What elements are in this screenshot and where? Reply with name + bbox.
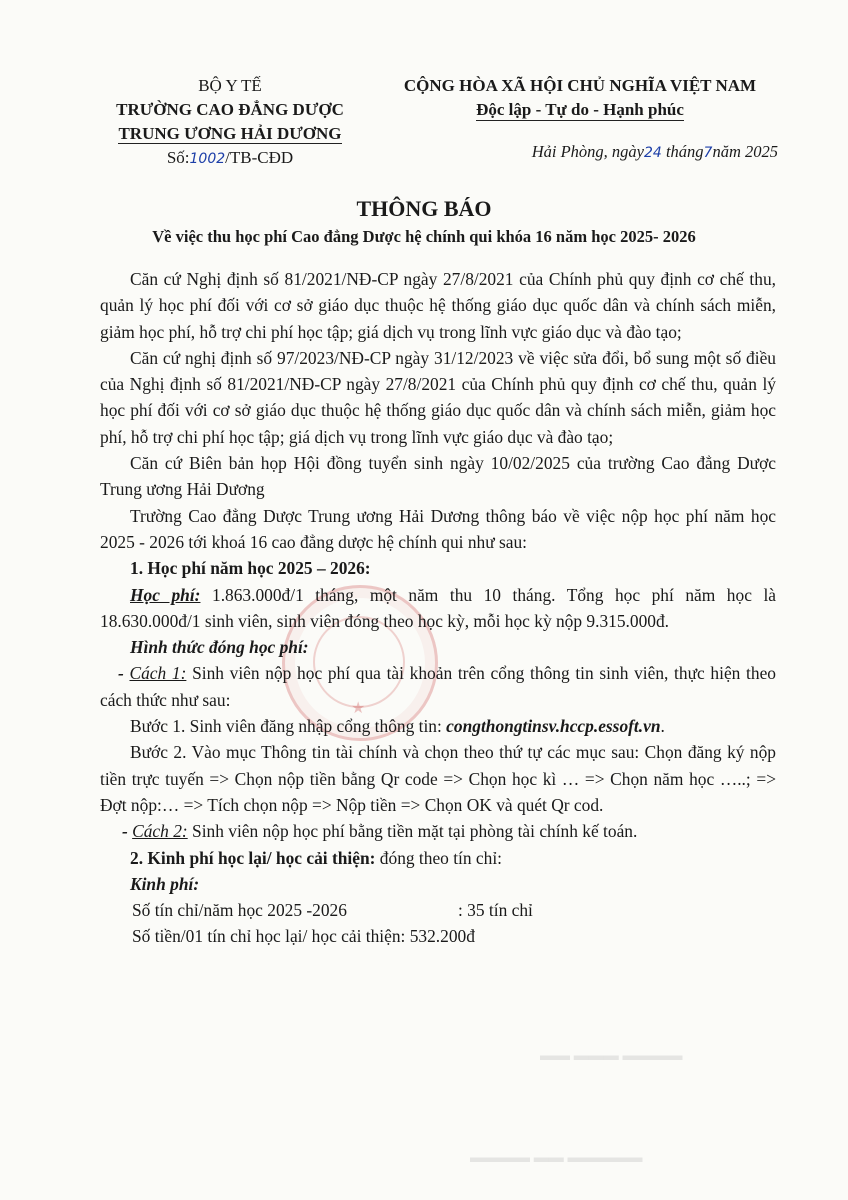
legal-basis-3: Căn cứ Biên bản họp Hội đồng tuyển sinh ngày 10/02/2025 của trường Cao đẳng Dược Trung ương Hải Dương [100,453,776,500]
school-name-line2: TRUNG ƯƠNG HẢI DƯƠNG [118,124,342,143]
issue-date: Hải Phòng, ngày24 tháng7năm 2025 [531,142,778,161]
legal-basis-2: Căn cứ nghị định số 97/2023/NĐ-CP ngày 31/12/2023 về việc sửa đổi, bổ sung một số điều của Nghị định số 81/2021/NĐ-CP ngày 27/8/2021 của Chính phủ quy định cơ chế thu, quản lý học phí đối với cơ sở giáo dục thuộc hệ thống giáo dục quốc dân và chính sách miễn, giảm học phí, hỗ trợ chi phí học tập; giá dịch vụ trong lĩnh vực giáo dục và đào tạo; [100,347,776,447]
announcement-intro: Trường Cao đẳng Dược Trung ương Hải Dương thông báo về việc nộp học phí năm học 2025 - 2026 tới khoá 16 cao đẳng dược hệ chính qui như sau: [100,505,776,552]
student-portal-url: congthongtinsv.hccp.essoft.vn [446,716,661,737]
legal-basis-1: Căn cứ Nghị định số 81/2021/NĐ-CP ngày 27/8/2021 của Chính phủ quy định cơ chế thu, quản lý học phí đối với cơ sở giáo dục thuộc hệ thống giáo dục quốc dân và chính sách miễn, giảm học phí, hỗ trợ chi phí học tập; giá dịch vụ trong lĩnh vực giáo dục và đào tạo; [100,269,776,342]
national-motto: Độc lập - Tự do - Hạnh phúc [476,100,684,119]
handwritten-number: 1002 [189,151,226,167]
bleed-through-mark: ▬▬▬▬ ▬▬ ▬▬▬▬▬ [470,1150,643,1166]
document-title: THÔNG BÁO [356,196,492,221]
payment-method-heading: Hình thức đóng học phí: [130,637,309,658]
school-name-line1: TRƯỜNG CAO ĐẲNG DƯỢC [116,100,344,119]
document-body [100,266,776,950]
nation-name: CỘNG HÒA XÃ HỘI CHỦ NGHĨA VIỆT NAM [403,76,757,95]
document-number: Số:1002/TB-CĐD [166,148,294,167]
document-subtitle: Về việc thu học phí Cao đẳng Dược hệ chính qui khóa 16 năm học 2025- 2026 [152,227,696,246]
star-icon: ★ [351,700,366,717]
handwritten-month: 7 [703,145,713,161]
credits-row: Số tín chỉ/năm học 2025 -2026 : 35 tín chỉ [132,900,533,921]
handwritten-day: 24 [643,145,662,161]
step-1: Bước 1. Sinh viên đăng nhập cổng thông tin: congthongtinsv.hccp.essoft.vn. [130,716,665,737]
step-2: Bước 2. Vào mục Thông tin tài chính và chọn theo thứ tự các mục sau: Chọn đăng ký nộp tiền trực tuyến => Chọn nộp tiền bằng Qr code => Chọn học kì … => Chọn năm học …..; => Đợt nộp:… => Tích chọn nộp => Nộp tiền => Chọn OK và quét Qr cod. [100,742,776,815]
tuition-fee: Học phí: 1.863.000đ/1 tháng, một năm thu 10 tháng. Tổng học phí năm học là 18.630.000đ/1 sinh viên, sinh viên đóng theo học kỳ, mỗi học kỳ nộp 9.315.000đ. [100,584,776,631]
bleed-through-mark: ▬▬ ▬▬▬ ▬▬▬▬ [540,1048,683,1064]
section2-heading: 2. Kinh phí học lại/ học cải thiện: đóng theo tín chỉ: [130,847,503,868]
issuer-block [85,74,375,171]
credit-price-row: Số tiền/01 tín chỉ học lại/ học cải thiện: 532.200đ [132,926,475,947]
nation-block [380,74,780,165]
payment-way-2: - Cách 2: Sinh viên nộp học phí bằng tiền mặt tại phòng tài chính kế toán. [122,821,638,842]
payment-way-1: - Cách 1: Sinh viên nộp học phí qua tài khoản trên cổng thông tin sinh viên, thực hiện theo cách thức như sau: [100,663,776,710]
ministry-name: BỘ Y TẾ [198,76,262,95]
section1-heading: 1. Học phí năm học 2025 – 2026: [130,558,371,579]
cost-heading: Kinh phí: [130,873,200,894]
